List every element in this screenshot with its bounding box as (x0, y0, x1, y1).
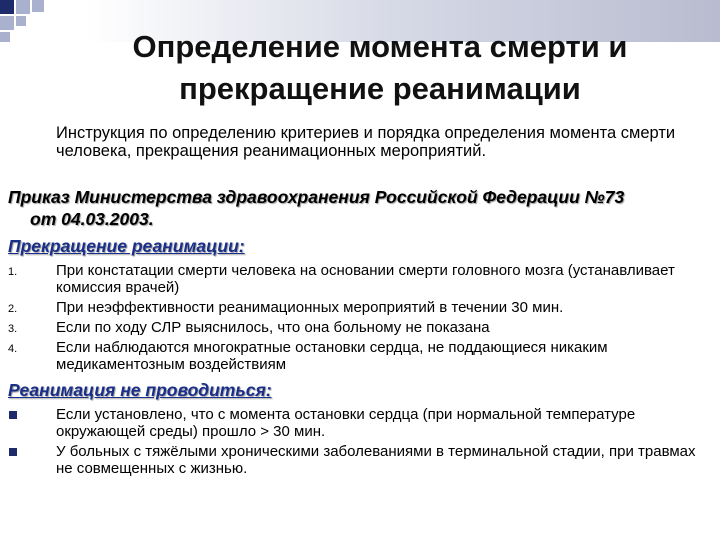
list-item (0, 299, 710, 316)
list-item-text: Если по ходу СЛР выяснилось, что она больному не показана (56, 319, 490, 336)
intro-text: Инструкция по определению критериев и порядка определения момента смерти человека, прекращения реанимационных мероприятий. (56, 124, 676, 160)
order-reference (8, 186, 713, 230)
list-number: 1. (8, 266, 18, 278)
order-line-1: Приказ Министерства здравоохранения Российской Федерации №73 (8, 187, 625, 207)
no-resuscitation-list (0, 406, 710, 480)
square-bullet-icon (9, 448, 17, 456)
list-item (0, 443, 710, 477)
square-light (0, 32, 10, 42)
list-item-text: При неэффективности реанимационных мероприятий в течении 30 мин. (56, 299, 564, 316)
title-line-2: прекращение реанимации (179, 71, 581, 106)
stop-list (0, 262, 710, 376)
list-item-text: Если установлено, что с момента остановки сердца (при нормальной температуре окружающей среды) прошло > 30 мин. (56, 406, 636, 440)
list-number: 3. (8, 323, 18, 335)
no-resuscitation-heading: Реанимация не проводиться: (8, 380, 272, 400)
list-item (0, 262, 710, 296)
list-item (0, 319, 710, 336)
title-line-1: Определение момента смерти и (132, 29, 628, 64)
list-item-text: Если наблюдаются многократные остановки сердца, не поддающиеся никаким медикаментозным воздействиям (56, 339, 608, 373)
list-number: 2. (8, 303, 18, 315)
square-bullet-icon (9, 411, 17, 419)
square-light (0, 16, 14, 30)
square-dark (0, 0, 14, 14)
square-light (16, 16, 26, 26)
stop-resuscitation-heading: Прекращение реанимации: (8, 236, 245, 256)
square-light (32, 0, 44, 12)
decorative-squares (0, 0, 60, 60)
slide-title (60, 26, 700, 110)
list-number: 4. (8, 343, 18, 355)
list-item-text: При констатации смерти человека на основании смерти головного мозга (устанавливает комиссия врачей) (56, 262, 675, 296)
order-line-2: от 04.03.2003. (30, 209, 154, 229)
list-item-text: У больных с тяжёлыми хроническими заболеваниями в терминальной стадии, при травмах не совмещенных с жизнью. (56, 443, 696, 477)
square-light (16, 0, 30, 14)
list-item (0, 406, 710, 440)
list-item (0, 339, 710, 373)
